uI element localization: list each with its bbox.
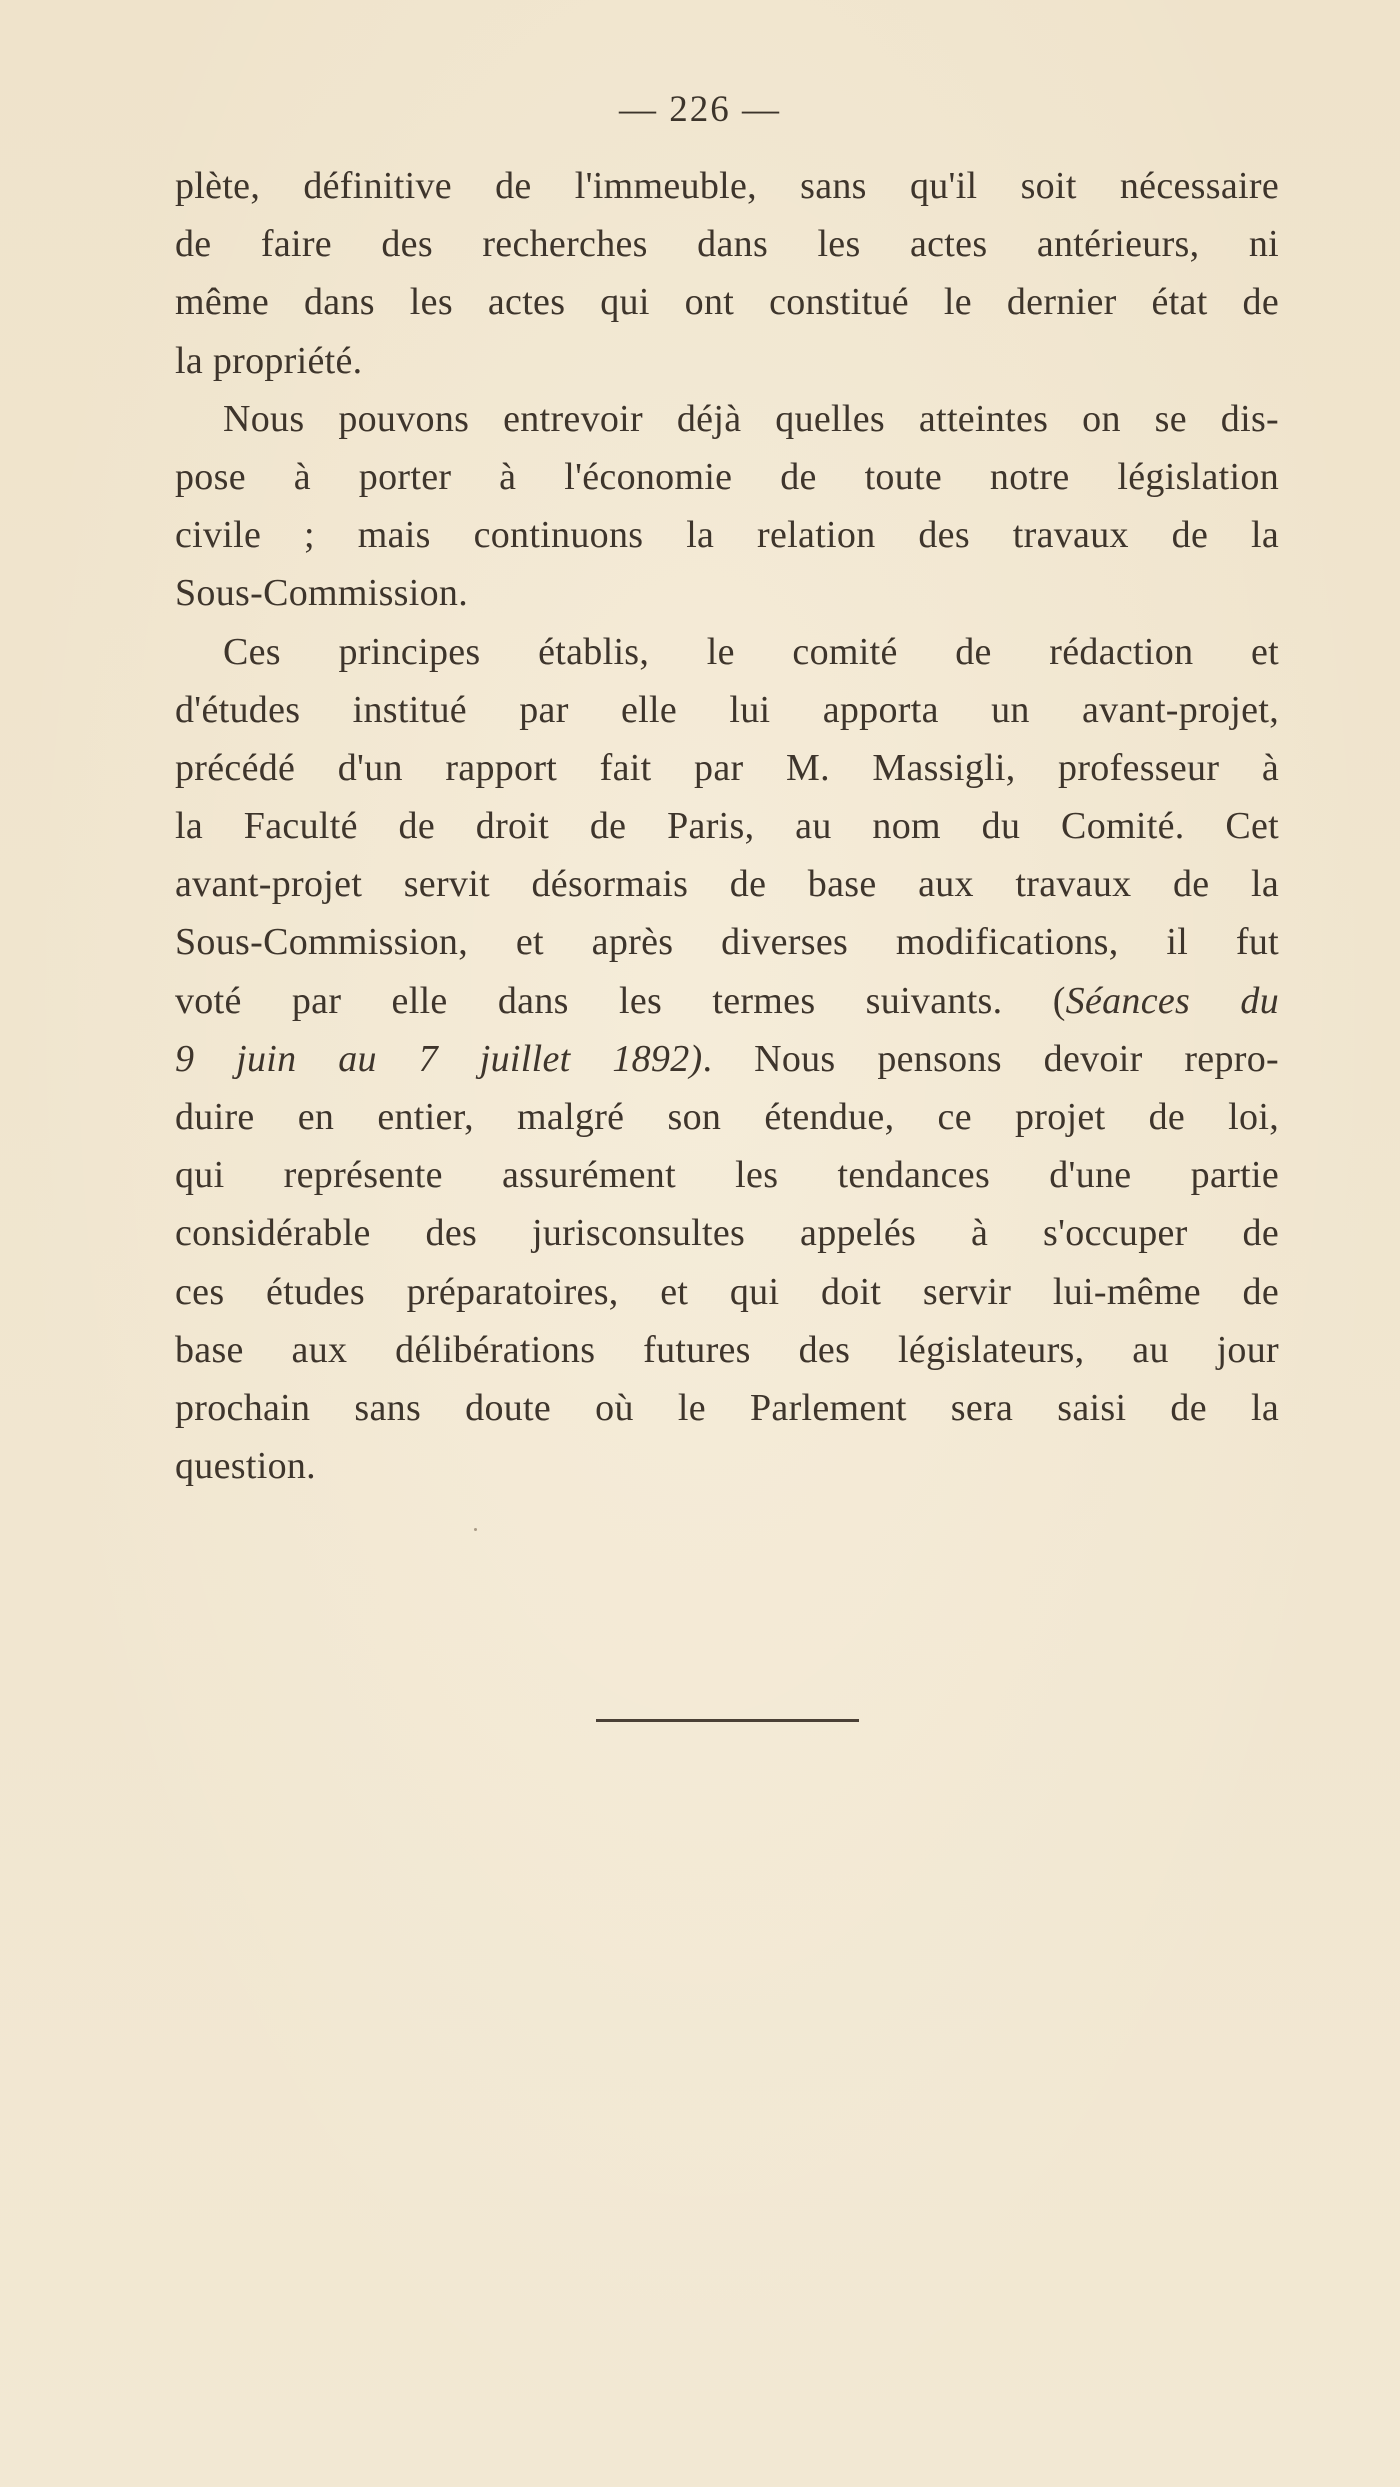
text-line: considérable des jurisconsultes appelés à s'occuper de — [175, 1212, 1279, 1255]
text-line: plète, définitive de l'immeuble, sans qu'il soit nécessaire — [175, 165, 1279, 207]
paper-speck — [474, 1528, 477, 1531]
text-line: question. — [175, 1445, 316, 1488]
text-line: Nous pouvons entrevoir déjà quelles atteintes on se dis- — [223, 397, 1279, 440]
text-line — [175, 972, 1279, 1030]
text-line: duire en entier, malgré son étendue, ce projet de loi, — [175, 1096, 1279, 1138]
text-line: précédé d'un rapport fait par M. Massigli, professeur à — [175, 746, 1279, 789]
text-line: de faire des recherches dans les actes antérieurs, ni — [175, 223, 1279, 266]
text-line: qui représente assurément les tendances d'une partie — [175, 1154, 1279, 1197]
page-number: — 226 — — [619, 89, 781, 130]
text-line: Sous-Commission, et après diverses modifications, il fut — [175, 921, 1279, 964]
text-line — [175, 1030, 1279, 1088]
text-line: la Faculté de droit de Paris, au nom du Comité. Cet — [175, 805, 1279, 848]
text-segment: . Nous pensons devoir repro- — [702, 1037, 1279, 1080]
text-line: pose à porter à l'économie de toute notre législation — [175, 455, 1279, 498]
text-line: Sous-Commission. — [175, 572, 469, 615]
text-line: d'études institué par elle lui apporta un avant-projet, — [175, 688, 1279, 731]
text-line: civile ; mais continuons la relation des travaux de la — [175, 514, 1279, 557]
body-text — [175, 157, 1279, 1495]
text-line: ces études préparatoires, et qui doit servir lui-même de — [175, 1270, 1279, 1313]
section-end-rule — [596, 1719, 859, 1722]
text-line: même dans les actes qui ont constitué le dernier état de — [175, 281, 1279, 324]
text-line: prochain sans doute où le Parlement sera saisi de la — [175, 1386, 1279, 1429]
citation-italic: 9 juin au 7 juillet 1892) — [175, 1037, 703, 1080]
text-line: la propriété. — [175, 339, 363, 382]
text-line: Ces principes établis, le comité de rédaction et — [223, 630, 1279, 673]
text-line: base aux délibérations futures des législateurs, au jour — [175, 1328, 1279, 1371]
text-segment: voté par elle dans les termes suivants. ( — [175, 979, 1066, 1022]
citation-italic: Séances du — [1065, 979, 1279, 1022]
text-line: avant-projet servit désormais de base aux travaux de la — [175, 863, 1279, 906]
